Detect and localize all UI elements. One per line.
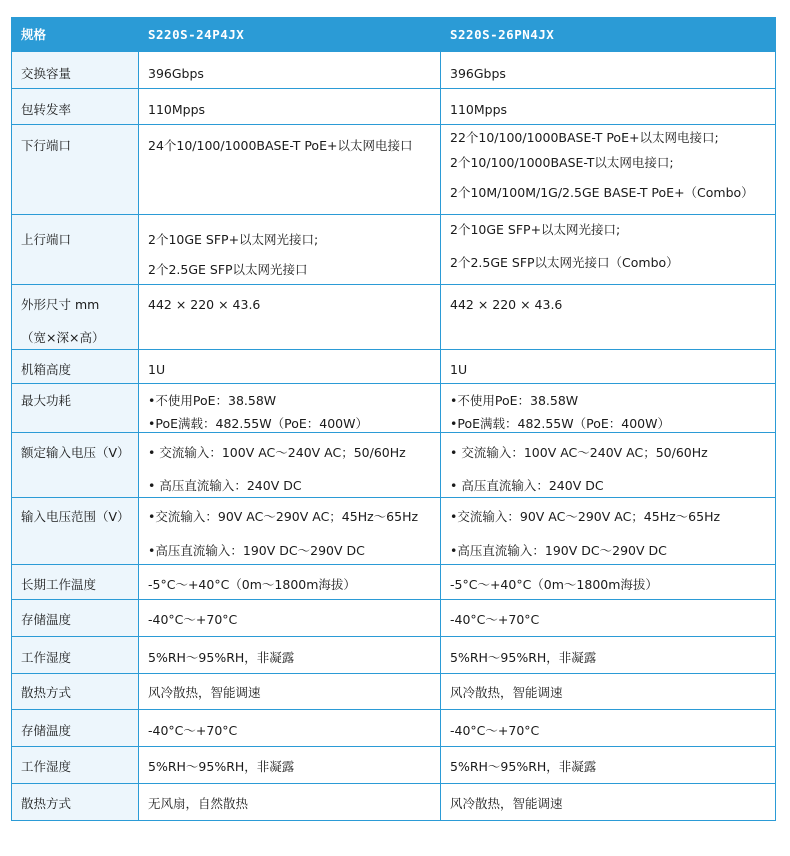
spec-label-cell <box>12 350 139 384</box>
spec-value-cell-model-1 <box>139 384 441 433</box>
spec-value-cell-model-1 <box>139 498 441 565</box>
spec-label-cell-line: 存储温度 <box>21 612 72 627</box>
spec-value-cell-model-2 <box>441 350 776 384</box>
spec-label-cell-line: （宽×深×高） <box>21 330 105 345</box>
spec-value-cell-model-2-line: -40°C～+70°C <box>450 723 540 738</box>
spec-value-cell-model-1 <box>139 637 441 674</box>
spec-value-cell-model-2-line: 22个10/100/1000BASE-T PoE+以太网电接口; <box>450 130 719 145</box>
table-row <box>12 215 776 285</box>
spec-label-cell <box>12 384 139 433</box>
spec-value-cell-model-1 <box>139 350 441 384</box>
spec-value-cell-model-2-line: -5°C～+40°C（0m～1800m海拔） <box>450 577 658 592</box>
spec-value-cell-model-1 <box>139 285 441 350</box>
spec-value-cell-model-2-line: • 高压直流输入：240V DC <box>450 478 604 493</box>
spec-label-cell <box>12 674 139 710</box>
spec-value-cell-model-1-line: 5%RH～95%RH，非凝露 <box>148 759 295 774</box>
spec-label-cell-line: 包转发率 <box>21 102 72 117</box>
spec-label-cell <box>12 498 139 565</box>
spec-value-cell-model-2 <box>441 433 776 498</box>
spec-label-cell-line: 工作湿度 <box>21 759 72 774</box>
spec-label-cell <box>12 637 139 674</box>
spec-label-cell <box>12 747 139 784</box>
spec-value-cell-model-1-line: -5°C～+40°C（0m～1800m海拔） <box>148 577 356 592</box>
spec-value-cell-model-2-line: 2个2.5GE SFP以太网光接口（Combo） <box>450 255 679 270</box>
table-row <box>12 285 776 350</box>
table-row <box>12 784 776 821</box>
spec-value-cell-model-2 <box>441 215 776 285</box>
spec-value-cell-model-2-line: • 交流输入：100V AC～240V AC；50/60Hz <box>450 445 708 460</box>
spec-value-cell-model-2-line: -40°C～+70°C <box>450 612 540 627</box>
spec-value-cell-model-1-line: 风冷散热，智能调速 <box>148 685 261 700</box>
spec-value-cell-model-1-line: 2个2.5GE SFP以太网光接口 <box>148 262 308 277</box>
spec-value-cell-model-1-line: 442 × 220 × 43.6 <box>148 297 261 312</box>
spec-value-cell-model-2-line: 风冷散热，智能调速 <box>450 685 563 700</box>
spec-value-cell-model-1-line: 396Gbps <box>148 66 204 81</box>
spec-label-cell-line: 存储温度 <box>21 723 72 738</box>
spec-value-cell-model-2 <box>441 52 776 89</box>
spec-value-cell-model-1 <box>139 215 441 285</box>
spec-label-cell-line: 长期工作温度 <box>21 577 97 592</box>
spec-value-cell-model-2 <box>441 674 776 710</box>
spec-value-cell-model-2-line: •交流输入：90V AC～290V AC；45Hz～65Hz <box>450 509 721 524</box>
spec-value-cell-model-1 <box>139 52 441 89</box>
spec-value-cell-model-2-line: •高压直流输入：190V DC～290V DC <box>450 543 667 558</box>
spec-label-cell-line: 输入电压范围（V） <box>21 509 130 524</box>
spec-value-cell-model-1-line: •交流输入：90V AC～290V AC；45Hz～65Hz <box>148 509 419 524</box>
spec-label-cell <box>12 285 139 350</box>
spec-value-cell-model-1-line: 24个10/100/1000BASE-T PoE+以太网电接口 <box>148 138 413 153</box>
spec-label-cell-line: 散热方式 <box>21 796 72 811</box>
spec-value-cell-model-2-line: 1U <box>450 362 468 377</box>
spec-value-cell-model-2 <box>441 710 776 747</box>
spec-value-cell-model-1 <box>139 784 441 821</box>
spec-label-cell-line: 上行端口 <box>21 232 72 247</box>
spec-label-cell-line: 外形尺寸 mm <box>21 297 100 312</box>
spec-value-cell-model-2 <box>441 125 776 215</box>
spec-value-cell-model-1-line: 110Mpps <box>148 102 206 117</box>
table-row <box>12 52 776 89</box>
table-row <box>12 350 776 384</box>
spec-value-cell-model-1 <box>139 747 441 784</box>
spec-value-cell-model-1-line: 2个10GE SFP+以太网光接口; <box>148 232 319 247</box>
header-model-2: S220S-26PN4JX <box>441 18 776 52</box>
spec-label-cell-line: 最大功耗 <box>21 393 72 408</box>
spec-value-cell-model-2 <box>441 747 776 784</box>
spec-value-cell-model-2-line: 2个10M/100M/1G/2.5GE BASE-T PoE+（Combo） <box>450 185 754 200</box>
spec-value-cell-model-1-line: •PoE满载：482.55W（PoE：400W） <box>148 416 368 431</box>
spec-label-cell <box>12 52 139 89</box>
spec-table <box>11 17 776 821</box>
spec-value-cell-model-2 <box>441 600 776 637</box>
spec-value-cell-model-2-line: 风冷散热，智能调速 <box>450 796 563 811</box>
spec-value-cell-model-2 <box>441 565 776 600</box>
spec-label-cell <box>12 433 139 498</box>
spec-value-cell-model-1 <box>139 600 441 637</box>
spec-value-cell-model-2 <box>441 285 776 350</box>
spec-label-cell <box>12 565 139 600</box>
table-row <box>12 637 776 674</box>
spec-value-cell-model-1-line: 1U <box>148 362 166 377</box>
spec-label-cell-line: 工作湿度 <box>21 650 72 665</box>
spec-value-cell-model-1-line: 无风扇，自然散热 <box>148 796 249 811</box>
spec-value-cell-model-1-line: -40°C～+70°C <box>148 723 238 738</box>
table-row <box>12 384 776 433</box>
spec-value-cell-model-1-line: • 高压直流输入：240V DC <box>148 478 302 493</box>
header-model-1: S220S-24P4JX <box>139 18 441 52</box>
spec-label-cell-line: 下行端口 <box>21 138 72 153</box>
spec-label-cell-line: 散热方式 <box>21 685 72 700</box>
spec-value-cell-model-2-line: 110Mpps <box>450 102 508 117</box>
spec-value-cell-model-2 <box>441 89 776 125</box>
spec-value-cell-model-2 <box>441 498 776 565</box>
spec-label-cell-line: 机箱高度 <box>21 362 72 377</box>
spec-value-cell-model-2-line: •PoE满载：482.55W（PoE：400W） <box>450 416 670 431</box>
spec-value-cell-model-2-line: 396Gbps <box>450 66 506 81</box>
spec-label-cell-line: 额定输入电压（V） <box>21 445 130 460</box>
spec-value-cell-model-1-line: • 交流输入：100V AC～240V AC；50/60Hz <box>148 445 406 460</box>
spec-label-cell <box>12 89 139 125</box>
spec-label-cell <box>12 784 139 821</box>
table-row <box>12 125 776 215</box>
table-row <box>12 433 776 498</box>
spec-label-cell <box>12 710 139 747</box>
spec-label-cell <box>12 600 139 637</box>
table-row <box>12 600 776 637</box>
spec-value-cell-model-2-line: 5%RH～95%RH，非凝露 <box>450 650 597 665</box>
spec-value-cell-model-2-line: 5%RH～95%RH，非凝露 <box>450 759 597 774</box>
spec-value-cell-model-1 <box>139 433 441 498</box>
spec-value-cell-model-1 <box>139 710 441 747</box>
spec-value-cell-model-1 <box>139 89 441 125</box>
spec-value-cell-model-2-line: 2个10GE SFP+以太网光接口; <box>450 222 621 237</box>
spec-label-cell-line: 交换容量 <box>21 66 72 81</box>
table-row <box>12 89 776 125</box>
table-row <box>12 498 776 565</box>
spec-value-cell-model-2 <box>441 784 776 821</box>
spec-value-cell-model-2-line: 2个10/100/1000BASE-T以太网电接口; <box>450 155 674 170</box>
spec-value-cell-model-1 <box>139 565 441 600</box>
table-row <box>12 710 776 747</box>
table-row <box>12 747 776 784</box>
table-row <box>12 565 776 600</box>
spec-value-cell-model-2 <box>441 384 776 433</box>
spec-value-cell-model-1 <box>139 674 441 710</box>
spec-value-cell-model-2-line: 442 × 220 × 43.6 <box>450 297 563 312</box>
spec-value-cell-model-1 <box>139 125 441 215</box>
spec-value-cell-model-2 <box>441 637 776 674</box>
table-row <box>12 674 776 710</box>
spec-value-cell-model-1-line: -40°C～+70°C <box>148 612 238 627</box>
spec-value-cell-model-1-line: 5%RH～95%RH，非凝露 <box>148 650 295 665</box>
table-header-row <box>12 18 776 52</box>
header-label-cell: 规格 <box>12 18 139 52</box>
spec-label-cell <box>12 125 139 215</box>
spec-value-cell-model-1-line: •不使用PoE：38.58W <box>148 393 277 408</box>
spec-value-cell-model-2-line: •不使用PoE：38.58W <box>450 393 579 408</box>
spec-value-cell-model-1-line: •高压直流输入：190V DC～290V DC <box>148 543 365 558</box>
spec-label-cell <box>12 215 139 285</box>
